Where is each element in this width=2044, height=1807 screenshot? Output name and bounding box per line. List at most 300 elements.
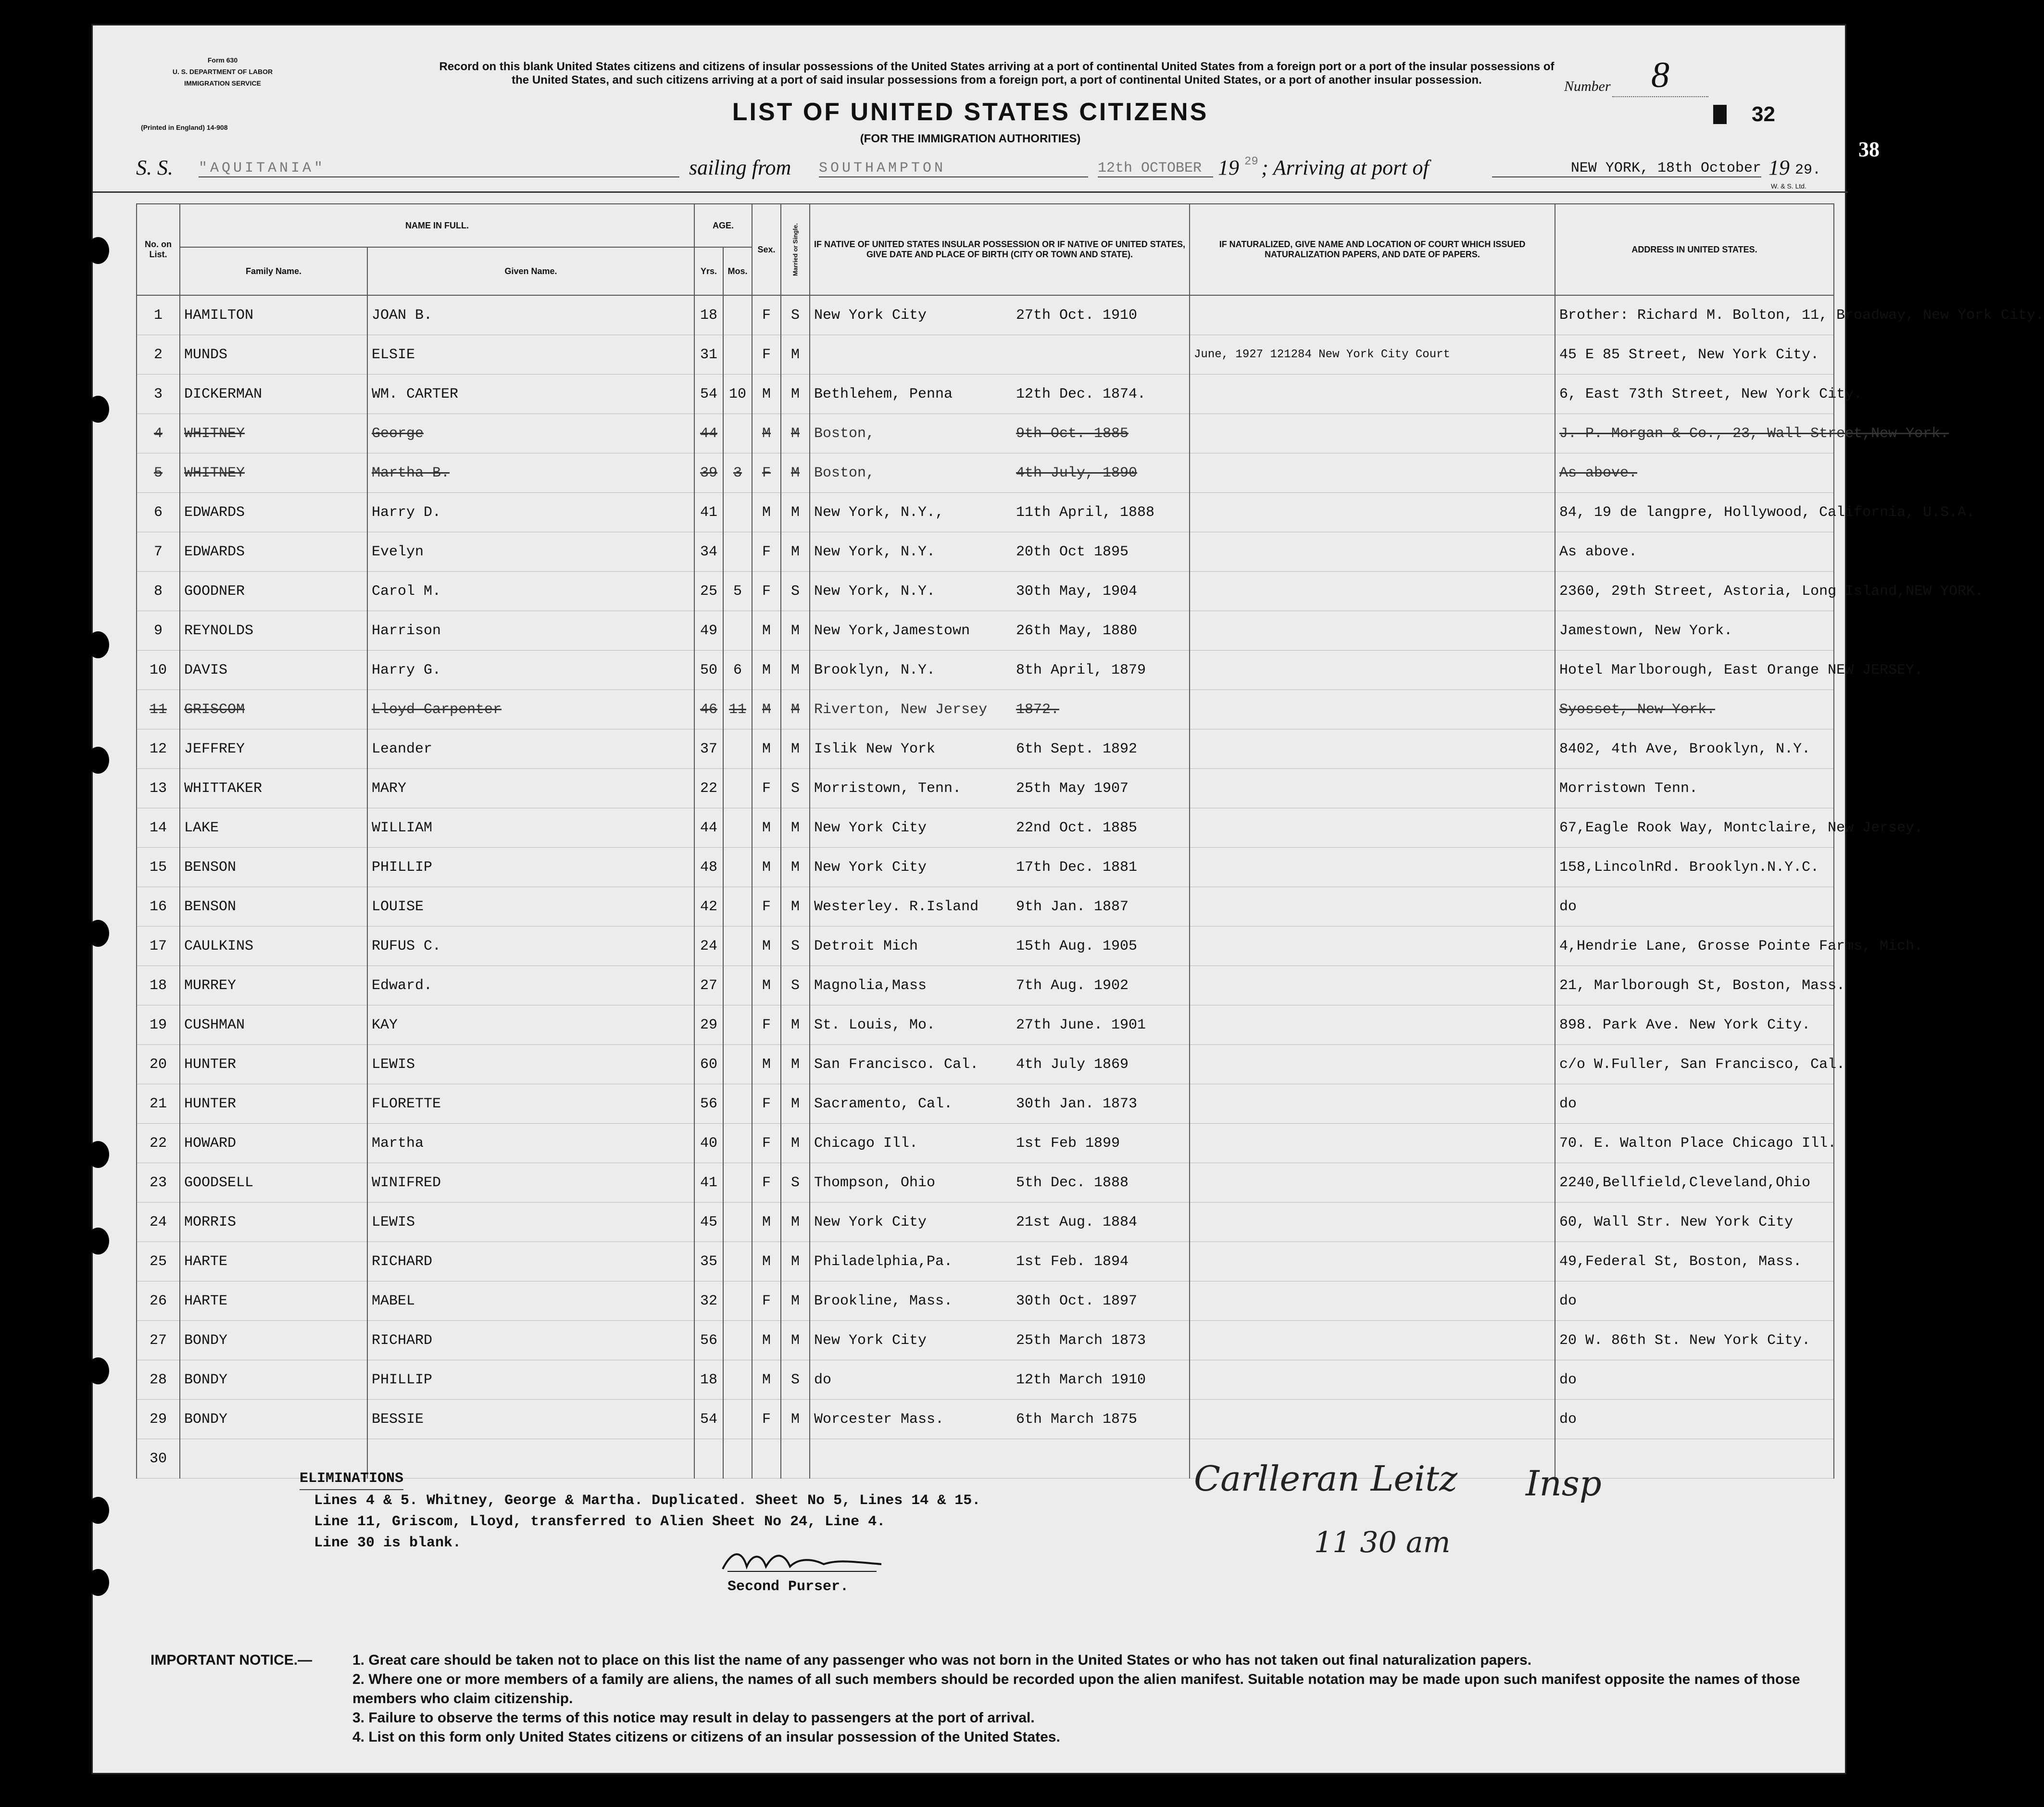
sex: F xyxy=(752,887,781,927)
birth-info xyxy=(810,1124,1190,1163)
punch-hole xyxy=(87,631,109,658)
birth-date: 22nd Oct. 1885 xyxy=(1016,819,1138,836)
family-name: GRISCOM xyxy=(180,690,367,729)
birth-place: Boston, xyxy=(814,425,875,442)
family-name: HAMILTON xyxy=(180,295,367,335)
given-name: RUFUS C. xyxy=(367,927,694,966)
naturalization xyxy=(1190,414,1555,453)
birth-info xyxy=(810,1163,1190,1203)
address: 2360, 29th Street, Astoria, Long Island,NEW YORK. xyxy=(1555,572,1834,611)
sailing-label: sailing from xyxy=(689,156,791,179)
given-name: WM. CARTER xyxy=(367,375,694,414)
naturalization xyxy=(1190,1203,1555,1242)
address: 6, East 73th Street, New York City. xyxy=(1555,375,1834,414)
col-sex: Sex. xyxy=(752,204,781,295)
age-months xyxy=(723,1281,752,1321)
family-name: LAKE xyxy=(180,808,367,848)
family-name: WHITTAKER xyxy=(180,769,367,808)
given-name: LOUISE xyxy=(367,887,694,927)
elimination-line-1: Lines 4 & 5. Whitney, George & Martha. Duplicated. Sheet No 5, Lines 14 & 15. xyxy=(314,1493,981,1509)
table-row xyxy=(137,1281,1834,1321)
col-given-name: Given Name. xyxy=(367,247,694,295)
birth-date: 4th July, 1890 xyxy=(1016,464,1138,481)
family-name: DAVIS xyxy=(180,651,367,690)
form-service: IMMIGRATION SERVICE xyxy=(184,79,261,87)
naturalization xyxy=(1190,1321,1555,1360)
naturalization: June, 1927 121284 New York City Court xyxy=(1190,335,1555,375)
age-months: 6 xyxy=(723,651,752,690)
inspector-title: Insp xyxy=(1526,1463,1602,1504)
family-name: CUSHMAN xyxy=(180,1005,367,1045)
age-years: 60 xyxy=(694,1045,723,1084)
age-years: 35 xyxy=(694,1242,723,1281)
birth-info xyxy=(810,1005,1190,1045)
row-number: 17 xyxy=(137,927,180,966)
table-row xyxy=(137,572,1834,611)
punch-hole xyxy=(87,396,109,423)
sail-year: 29 xyxy=(1244,155,1258,168)
address: do xyxy=(1555,887,1834,927)
table-row xyxy=(137,1242,1834,1281)
marital-status: M xyxy=(781,1203,810,1242)
family-name: MURREY xyxy=(180,966,367,1005)
age-years: 48 xyxy=(694,848,723,887)
naturalization xyxy=(1190,1005,1555,1045)
family-name: GOODSELL xyxy=(180,1163,367,1203)
age-months xyxy=(723,1124,752,1163)
age-years: 27 xyxy=(694,966,723,1005)
col-age: AGE. xyxy=(694,204,752,247)
birth-info xyxy=(810,769,1190,808)
family-name: HUNTER xyxy=(180,1045,367,1084)
age-months xyxy=(723,1360,752,1400)
birth-date: 5th Dec. 1888 xyxy=(1016,1174,1129,1191)
marital-status: M xyxy=(781,1281,810,1321)
birth-info xyxy=(810,532,1190,572)
age-years: 54 xyxy=(694,375,723,414)
table-row xyxy=(137,729,1834,769)
family-name: CAULKINS xyxy=(180,927,367,966)
address: do xyxy=(1555,1281,1834,1321)
naturalization xyxy=(1190,966,1555,1005)
table-row xyxy=(137,887,1834,927)
sex: M xyxy=(752,414,781,453)
table-row xyxy=(137,690,1834,729)
birth-info xyxy=(810,729,1190,769)
age-months xyxy=(723,1163,752,1203)
row-number: 11 xyxy=(137,690,180,729)
age-years: 39 xyxy=(694,453,723,493)
table-row xyxy=(137,375,1834,414)
birth-info xyxy=(810,1242,1190,1281)
given-name: RICHARD xyxy=(367,1242,694,1281)
given-name: FLORETTE xyxy=(367,1084,694,1124)
col-name-in-full: NAME IN FULL. xyxy=(180,204,694,247)
birth-info xyxy=(810,690,1190,729)
age-years: 41 xyxy=(694,1163,723,1203)
birth-date: 6th March 1875 xyxy=(1016,1411,1138,1428)
given-name: Harrison xyxy=(367,611,694,651)
birth-info xyxy=(810,493,1190,532)
birth-place: do xyxy=(814,1371,832,1388)
birth-date: 15th Aug. 1905 xyxy=(1016,938,1138,954)
table-row xyxy=(137,532,1834,572)
sex: M xyxy=(752,611,781,651)
sex: F xyxy=(752,532,781,572)
notice-label: IMPORTANT NOTICE.— xyxy=(150,1652,313,1668)
age-months xyxy=(723,808,752,848)
marital-status: S xyxy=(781,769,810,808)
notice-item-4: 4. List on this form only United States citizens or citizens of an insular possession of the United States. xyxy=(352,1729,1060,1745)
age-years: 50 xyxy=(694,651,723,690)
table-row xyxy=(137,335,1834,375)
purser-signature xyxy=(718,1545,891,1579)
address: 4,Hendrie Lane, Grosse Pointe Farms, Mich. xyxy=(1555,927,1834,966)
punch-hole xyxy=(87,237,109,264)
birth-date: 17th Dec. 1881 xyxy=(1016,859,1138,876)
eliminations-title: ELIMINATIONS xyxy=(300,1468,403,1490)
given-name: Lloyd Carpenter xyxy=(367,690,694,729)
punch-hole xyxy=(87,1357,109,1384)
age-years: 54 xyxy=(694,1400,723,1439)
birth-place: New York, N.Y. xyxy=(814,583,936,600)
printer-mark: W. & S. Ltd. xyxy=(1771,182,1806,190)
header-rule xyxy=(93,191,1848,193)
marital-status: M xyxy=(781,414,810,453)
birth-place: Islik New York xyxy=(814,740,936,757)
number-value: 8 xyxy=(1612,54,1708,97)
col-naturalized: IF NATURALIZED, GIVE NAME AND LOCATION OF COURT WHICH ISSUED NATURALIZATION PAPERS, AND DATE OF PAPERS. xyxy=(1190,204,1555,295)
table-row xyxy=(137,1124,1834,1163)
sex: M xyxy=(752,493,781,532)
sheet-number: 32 xyxy=(1752,102,1775,126)
address: As above. xyxy=(1555,453,1834,493)
table-row xyxy=(137,1045,1834,1084)
table-row xyxy=(137,966,1834,1005)
table-row xyxy=(137,1321,1834,1360)
family-name: EDWARDS xyxy=(180,493,367,532)
birth-date: 21st Aug. 1884 xyxy=(1016,1214,1138,1230)
age-months xyxy=(723,769,752,808)
age-months: 5 xyxy=(723,572,752,611)
naturalization xyxy=(1190,295,1555,335)
family-name: HUNTER xyxy=(180,1084,367,1124)
sex: M xyxy=(752,848,781,887)
birth-info xyxy=(810,1400,1190,1439)
birth-place: Chicago Ill. xyxy=(814,1135,918,1152)
table-row xyxy=(137,1400,1834,1439)
sail-date: 12th OCTOBER xyxy=(1098,160,1213,177)
naturalization xyxy=(1190,927,1555,966)
form-instructions: Record on this blank United States citizens and citizens of insular possessions of the United States arriving at a port of continental United States from a foreign port or a port of the insular possessions of the United States, and such citizens arriving at a port of said insular possessions from a foreign port, a port of continental United States, or a port of another insular possession. xyxy=(439,60,1555,87)
row-number: 10 xyxy=(137,651,180,690)
address: 2240,Bellfield,Cleveland,Ohio xyxy=(1555,1163,1834,1203)
from-port: SOUTHAMPTON xyxy=(819,160,1088,177)
form-id xyxy=(122,54,324,89)
sex: M xyxy=(752,729,781,769)
birth-date: 9th Oct. 1885 xyxy=(1016,425,1129,442)
col-address: ADDRESS IN UNITED STATES. xyxy=(1555,204,1834,295)
punch-hole xyxy=(87,1228,109,1255)
age-years: 40 xyxy=(694,1124,723,1163)
birth-date: 1st Feb. 1894 xyxy=(1016,1253,1129,1270)
table-row xyxy=(137,1005,1834,1045)
age-months xyxy=(723,532,752,572)
naturalization xyxy=(1190,848,1555,887)
birth-place: Westerley. R.Island xyxy=(814,898,979,915)
given-name: MARY xyxy=(367,769,694,808)
birth-place: Thompson, Ohio xyxy=(814,1174,936,1191)
sex: M xyxy=(752,966,781,1005)
birth-date: 7th Aug. 1902 xyxy=(1016,977,1129,994)
family-name: HOWARD xyxy=(180,1124,367,1163)
row-number: 30 xyxy=(137,1439,180,1479)
notice-item-3: 3. Failure to observe the terms of this notice may result in delay to passengers at the port of arrival. xyxy=(352,1710,1035,1726)
marital-status: S xyxy=(781,966,810,1005)
marital-status: M xyxy=(781,453,810,493)
marital-status: M xyxy=(781,1400,810,1439)
age-months xyxy=(723,493,752,532)
marital-status: M xyxy=(781,1242,810,1281)
age-months xyxy=(723,611,752,651)
passenger-rows xyxy=(137,295,2044,1479)
marital-status: M xyxy=(781,1045,810,1084)
table-row xyxy=(137,453,1834,493)
birth-info xyxy=(810,611,1190,651)
birth-info xyxy=(810,887,1190,927)
age-years: 56 xyxy=(694,1084,723,1124)
row-number: 5 xyxy=(137,453,180,493)
arrival-port: NEW YORK, 18th October xyxy=(1492,160,1761,177)
birth-info xyxy=(810,1045,1190,1084)
row-number: 7 xyxy=(137,532,180,572)
sex: F xyxy=(752,572,781,611)
given-name: PHILLIP xyxy=(367,848,694,887)
age-months xyxy=(723,1045,752,1084)
family-name: GOODNER xyxy=(180,572,367,611)
punch-hole xyxy=(87,747,109,774)
birth-place: New York City xyxy=(814,819,927,836)
sex: M xyxy=(752,690,781,729)
address: Jamestown, New York. xyxy=(1555,611,1834,651)
age-years: 45 xyxy=(694,1203,723,1242)
address: 60, Wall Str. New York City xyxy=(1555,1203,1834,1242)
eliminations xyxy=(300,1468,980,1554)
sex: F xyxy=(752,1124,781,1163)
row-number: 24 xyxy=(137,1203,180,1242)
age-months xyxy=(723,335,752,375)
sex: F xyxy=(752,295,781,335)
naturalization xyxy=(1190,532,1555,572)
marital-status: M xyxy=(781,1124,810,1163)
address: 21, Marlborough St, Boston, Mass. xyxy=(1555,966,1834,1005)
birth-place: New York, N.Y. xyxy=(814,543,936,560)
marital-status: M xyxy=(781,729,810,769)
punch-hole xyxy=(87,1141,109,1168)
sex: F xyxy=(752,769,781,808)
table-row xyxy=(137,848,1834,887)
birth-date: 26th May, 1880 xyxy=(1016,622,1138,639)
birth-date: 8th April, 1879 xyxy=(1016,662,1146,678)
naturalization xyxy=(1190,690,1555,729)
birth-info xyxy=(810,453,1190,493)
birth-place: New York,Jamestown xyxy=(814,622,970,639)
family-name: HARTE xyxy=(180,1242,367,1281)
birth-date: 1872. xyxy=(1016,701,1060,718)
form-number: Form 630 xyxy=(207,56,238,64)
age-months xyxy=(723,1242,752,1281)
row-number: 15 xyxy=(137,848,180,887)
sex: M xyxy=(752,1242,781,1281)
table-row xyxy=(137,295,1834,335)
row-number: 8 xyxy=(137,572,180,611)
given-name: Martha B. xyxy=(367,453,694,493)
naturalization xyxy=(1190,887,1555,927)
given-name: WINIFRED xyxy=(367,1163,694,1203)
age-years: 42 xyxy=(694,887,723,927)
birth-info xyxy=(810,375,1190,414)
row-number: 29 xyxy=(137,1400,180,1439)
row-number: 4 xyxy=(137,414,180,453)
birth-place: Boston, xyxy=(814,464,875,481)
page-title: LIST OF UNITED STATES CITIZENS xyxy=(732,98,1209,126)
table-row xyxy=(137,1084,1834,1124)
sex: F xyxy=(752,1163,781,1203)
row-number: 18 xyxy=(137,966,180,1005)
naturalization xyxy=(1190,1084,1555,1124)
age-years: 25 xyxy=(694,572,723,611)
naturalization xyxy=(1190,375,1555,414)
important-notice xyxy=(150,1651,1824,1747)
naturalization xyxy=(1190,1360,1555,1400)
family-name: WHITNEY xyxy=(180,414,367,453)
given-name: KAY xyxy=(367,1005,694,1045)
birth-place: Philadelphia,Pa. xyxy=(814,1253,953,1270)
marital-status: M xyxy=(781,1321,810,1360)
age-months xyxy=(723,927,752,966)
birth-place: Morristown, Tenn. xyxy=(814,780,962,797)
row-number: 19 xyxy=(137,1005,180,1045)
age-years: 56 xyxy=(694,1321,723,1360)
address: 898. Park Ave. New York City. xyxy=(1555,1005,1834,1045)
sex: M xyxy=(752,1045,781,1084)
birth-info xyxy=(810,572,1190,611)
sex: M xyxy=(752,927,781,966)
row-number: 16 xyxy=(137,887,180,927)
age-months xyxy=(723,1400,752,1439)
family-name: BONDY xyxy=(180,1360,367,1400)
marital-status: M xyxy=(781,1005,810,1045)
given-name: ELSIE xyxy=(367,335,694,375)
marital-status: M xyxy=(781,611,810,651)
row-number: 2 xyxy=(137,335,180,375)
naturalization xyxy=(1190,651,1555,690)
age-years: 31 xyxy=(694,335,723,375)
age-months xyxy=(723,729,752,769)
birth-date: 6th Sept. 1892 xyxy=(1016,740,1138,757)
age-years: 37 xyxy=(694,729,723,769)
address: J. P. Morgan & Co., 23, Wall Street,New York. xyxy=(1555,414,1834,453)
birth-place: Magnolia,Mass xyxy=(814,977,927,994)
given-name: Harry D. xyxy=(367,493,694,532)
number-label: Number xyxy=(1564,78,1611,94)
birth-date: 1st Feb 1899 xyxy=(1016,1135,1120,1152)
punch-hole xyxy=(87,1497,109,1524)
sex: M xyxy=(752,375,781,414)
age-months xyxy=(723,1203,752,1242)
sex: F xyxy=(752,1005,781,1045)
sex: M xyxy=(752,808,781,848)
birth-date: 27th June. 1901 xyxy=(1016,1016,1146,1033)
age-years: 18 xyxy=(694,295,723,335)
given-name: Carol M. xyxy=(367,572,694,611)
birth-info xyxy=(810,414,1190,453)
age-years: 18 xyxy=(694,1360,723,1400)
age-months xyxy=(723,414,752,453)
purser-label: Second Purser. xyxy=(727,1579,849,1595)
age-years: 24 xyxy=(694,927,723,966)
birth-place: Detroit Mich xyxy=(814,938,918,954)
table-row xyxy=(137,1203,1834,1242)
given-name: George xyxy=(367,414,694,453)
naturalization xyxy=(1190,729,1555,769)
birth-info xyxy=(810,848,1190,887)
margin-number: 38 xyxy=(1858,138,1880,161)
birth-place: New York City xyxy=(814,307,927,324)
row-number: 12 xyxy=(137,729,180,769)
family-name: WHITNEY xyxy=(180,453,367,493)
address: 84, 19 de langpre, Hollywood, California, U.S.A. xyxy=(1555,493,1834,532)
age-months xyxy=(723,848,752,887)
table-row xyxy=(137,493,1834,532)
table-row xyxy=(137,1360,1834,1400)
notice-item-1: 1. Great care should be taken not to place on this list the name of any passenger who was not born in the United States or who has not taken out final naturalization papers. xyxy=(352,1652,1532,1668)
age-years: 34 xyxy=(694,532,723,572)
table-row xyxy=(137,927,1834,966)
marital-status: M xyxy=(781,651,810,690)
address: do xyxy=(1555,1084,1834,1124)
naturalization xyxy=(1190,808,1555,848)
sex: M xyxy=(752,1321,781,1360)
form-department: U. S. DEPARTMENT OF LABOR xyxy=(172,68,273,75)
age-months: 11 xyxy=(723,690,752,729)
row-number: 22 xyxy=(137,1124,180,1163)
naturalization xyxy=(1190,1242,1555,1281)
naturalization xyxy=(1190,1124,1555,1163)
address: 20 W. 86th St. New York City. xyxy=(1555,1321,1834,1360)
table-row xyxy=(137,769,1834,808)
age-months: 3 xyxy=(723,453,752,493)
birth-date: 30th Jan. 1873 xyxy=(1016,1095,1138,1112)
given-name: WILLIAM xyxy=(367,808,694,848)
birth-place: New York City xyxy=(814,859,927,876)
birth-info xyxy=(810,1084,1190,1124)
birth-date: 20th Oct 1895 xyxy=(1016,543,1129,560)
family-name: BONDY xyxy=(180,1321,367,1360)
inspector-signature: Carlleran Leitz xyxy=(1194,1458,1458,1499)
sex: F xyxy=(752,1400,781,1439)
naturalization xyxy=(1190,1400,1555,1439)
punch-hole xyxy=(87,920,109,947)
given-name: BESSIE xyxy=(367,1400,694,1439)
marital-status: M xyxy=(781,808,810,848)
birth-date: 9th Jan. 1887 xyxy=(1016,898,1129,915)
address: 67,Eagle Rook Way, Montclaire, New Jersey. xyxy=(1555,808,1834,848)
birth-info xyxy=(810,966,1190,1005)
given-name: JOAN B. xyxy=(367,295,694,335)
col-no: No. on List. xyxy=(137,204,180,295)
birth-place: New York City xyxy=(814,1332,927,1349)
